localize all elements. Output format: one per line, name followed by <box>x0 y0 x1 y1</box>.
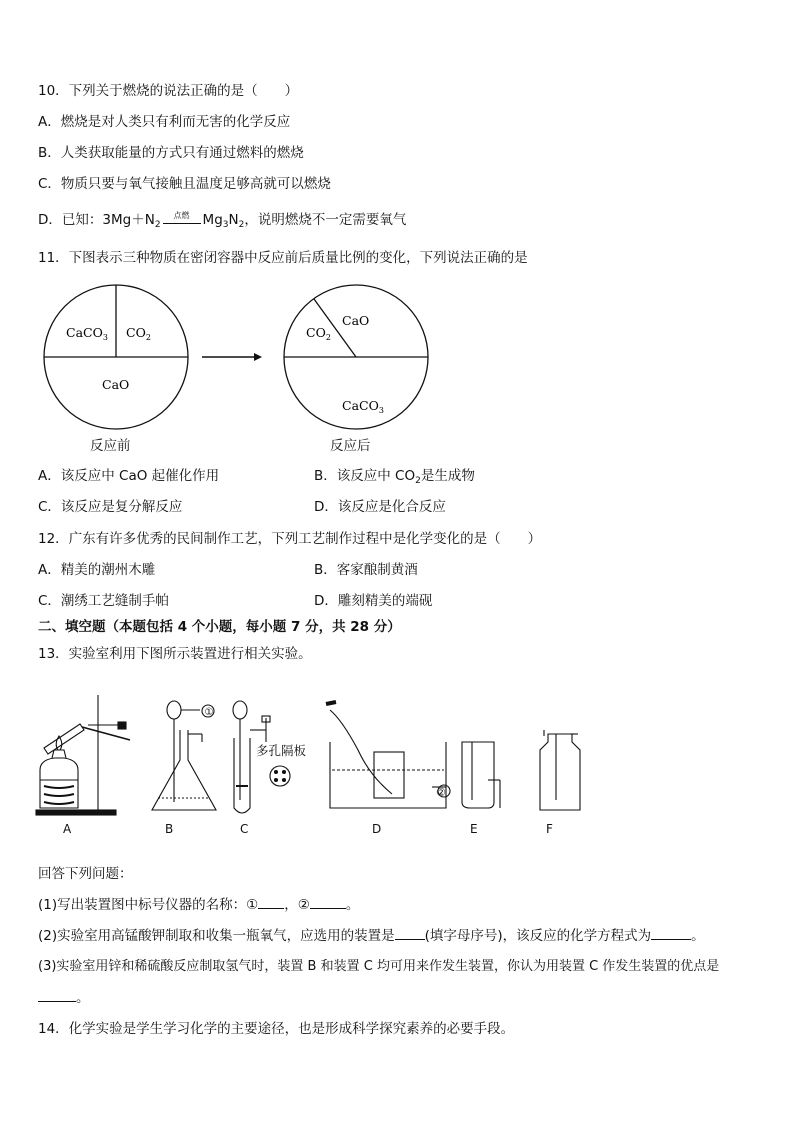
apparatus-a <box>36 695 130 815</box>
label-d: D <box>372 822 382 836</box>
q10-option-c: C．物质只要与氧气接触且温度足够高就可以燃烧 <box>38 176 331 192</box>
before-co2-label: $CO_2$ <box>126 325 151 342</box>
blank-4[interactable] <box>651 927 691 940</box>
section-heading: 二、填空题（本题包括 4 个小题，每小题 7 分，共 28 分） <box>38 619 401 635</box>
label-e: E <box>470 822 478 836</box>
blank-3[interactable] <box>395 927 425 940</box>
q10-d-product: Mg <box>202 212 223 228</box>
q12-option-c: C．潮绣工艺缝制手帕 <box>38 593 169 609</box>
mark-1: ① <box>204 707 214 718</box>
after-caco3-label: CaCO$_3$ <box>342 398 384 415</box>
q11-option-b: B．该反应中 $CO_2$是生成物 <box>314 468 475 486</box>
q10-d-suffix: ，说明燃烧不一定需要氧气 <box>244 212 407 228</box>
apparatus-b <box>152 701 216 810</box>
blank-1[interactable] <box>258 896 284 909</box>
label-a: A <box>63 822 72 836</box>
q10-option-a: A．燃烧是对人类只有利而无害的化学反应 <box>38 114 291 130</box>
apparatus-e <box>462 742 500 808</box>
q11-option-d: D．该反应是化合反应 <box>314 499 446 515</box>
before-caption: 反应前 <box>90 438 131 454</box>
after-caption: 反应后 <box>330 438 371 454</box>
q13-stem: 13．实验室利用下图所示装置进行相关实验。 <box>38 646 312 662</box>
q10-option-b: B．人类获取能量的方式只有通过燃料的燃烧 <box>38 145 304 161</box>
label-f: F <box>546 822 553 836</box>
porous-plate-label: 多孔隔板 <box>256 743 307 758</box>
after-co2-label: $CO_2$ <box>306 325 331 342</box>
q13-part-3-blank: 。 <box>38 989 90 1007</box>
apparatus-f <box>540 730 580 810</box>
blank-2[interactable] <box>310 896 346 909</box>
before-cao-label: CaO <box>102 377 130 392</box>
answer-intro: 回答下列问题： <box>38 866 133 882</box>
pie-before <box>44 285 188 429</box>
label-c: C <box>240 822 249 836</box>
q12-option-b: B．客家酿制黄酒 <box>314 562 418 578</box>
before-caco3-label: CaCO$_3$ <box>66 325 108 342</box>
q13-part-3: (3)实验室用锌和稀硫酸反应制取氢气时，装置 B 和装置 C 均可用来作发生装置，你认为用装置 C 作发生装置的优点是 <box>38 959 720 974</box>
q11-stem: 11．下图表示三种物质在密闭容器中反应前后质量比例的变化，下列说法正确的是 <box>38 250 528 266</box>
reaction-arrow <box>202 353 262 361</box>
q13-part-2: (2)实验室用高锰酸钾制取和收集一瓶氧气，应选用的装置是 (填字母序号)，该反应的化学方程式为 。 <box>38 928 705 944</box>
q11-option-c: C．该反应是复分解反应 <box>38 499 183 515</box>
q14-stem: 14．化学实验是学生学习化学的主要途径，也是形成科学探究素养的必要手段。 <box>38 1021 515 1037</box>
q10-d-prefix: D．已知：3Mg＋N <box>38 212 155 228</box>
label-b: B <box>165 822 174 836</box>
q12-option-a: A．精美的潮州木雕 <box>38 562 156 578</box>
blank-5[interactable] <box>38 989 76 1002</box>
q10-option-d: D．已知：$3Mg+N_2$ 点燃 $Mg_3N_2$，说明燃烧不一定需要氧气 <box>38 211 407 230</box>
q13-part-1: (1)写出装置图中标号仪器的名称：① ，② 。 <box>38 897 360 913</box>
mark-2: ② <box>436 786 446 799</box>
apparatus-d <box>326 702 450 808</box>
pie-after <box>284 285 428 429</box>
reaction-condition: 点燃 <box>163 214 201 224</box>
after-cao-label: CaO <box>342 313 370 328</box>
q10-stem: 10．下列关于燃烧的说法正确的是（ ） <box>38 83 299 99</box>
q12-option-d: D．雕刻精美的端砚 <box>314 593 433 609</box>
apparatus-figure <box>30 690 600 840</box>
q11-option-a: A．该反应中 CaO 起催化作用 <box>38 468 220 484</box>
q12-stem: 12．广东有许多优秀的民间制作工艺，下列工艺制作过程中是化学变化的是（ ） <box>38 531 542 547</box>
